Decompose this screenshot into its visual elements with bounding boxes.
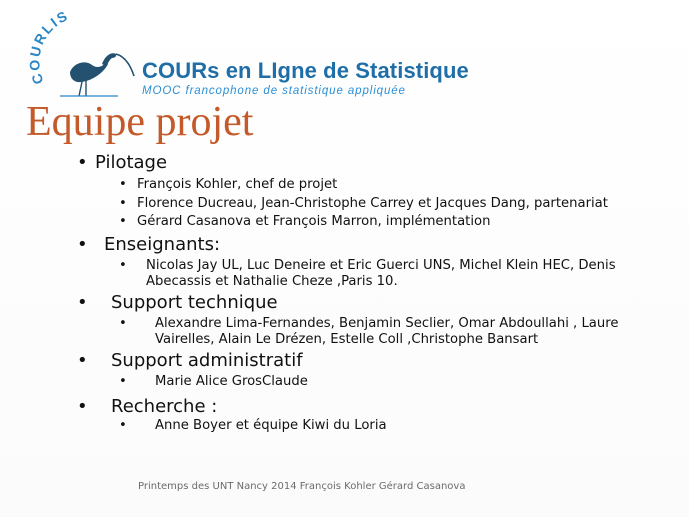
bullet-icon: • <box>77 396 88 417</box>
slide-title: Equipe projet <box>26 99 254 145</box>
bullet-icon: • <box>119 374 127 389</box>
section-heading-pilotage: Pilotage <box>95 152 168 173</box>
bullet-icon: • <box>119 177 127 192</box>
section-heading-support-administratif: Support administratif <box>111 350 303 371</box>
list-item: Marie Alice GrosClaude <box>155 374 308 389</box>
list-item: Florence Ducreau, Jean-Christophe Carrey et Jacques Dang, partenariat <box>137 196 608 211</box>
logo-arc-text: COURLIS <box>26 10 72 87</box>
list-item: Alexandre Lima-Fernandes, Benjamin Seclier, Omar Abdoullahi , Laure <box>155 316 619 331</box>
list-item: Anne Boyer et équipe Kiwi du Loria <box>155 418 387 433</box>
bullet-icon: • <box>119 258 127 273</box>
slide-footer: Printemps des UNT Nancy 2014 François Kohler Gérard Casanova <box>138 481 466 492</box>
section-heading-enseignants: Enseignants: <box>104 234 221 255</box>
bullet-icon: • <box>77 234 88 255</box>
section-heading-recherche: Recherche : <box>111 396 218 417</box>
list-item: Nicolas Jay UL, Luc Deneire et Eric Guerci UNS, Michel Klein HEC, Denis <box>146 258 616 273</box>
bullet-icon: • <box>119 418 127 433</box>
bullet-icon: • <box>77 152 88 173</box>
brand-subtitle: MOOC francophone de statistique appliquée <box>142 85 406 97</box>
list-item: Gérard Casanova et François Marron, implémentation <box>137 214 491 229</box>
list-item: François Kohler, chef de projet <box>137 177 338 192</box>
section-heading-support-technique: Support technique <box>111 292 278 313</box>
brand-title: COURs en LIgne de Statistique <box>142 58 469 83</box>
list-item: Abecassis et Nathalie Cheze ,Paris 10. <box>146 274 398 289</box>
bullet-icon: • <box>119 196 127 211</box>
bullet-icon: • <box>119 214 127 229</box>
bullet-icon: • <box>77 292 88 313</box>
bullet-icon: • <box>77 350 88 371</box>
bullet-icon: • <box>119 316 127 331</box>
list-item: Vairelles, Alain Le Drézen, Estelle Coll ,Christophe Bansart <box>155 332 539 347</box>
